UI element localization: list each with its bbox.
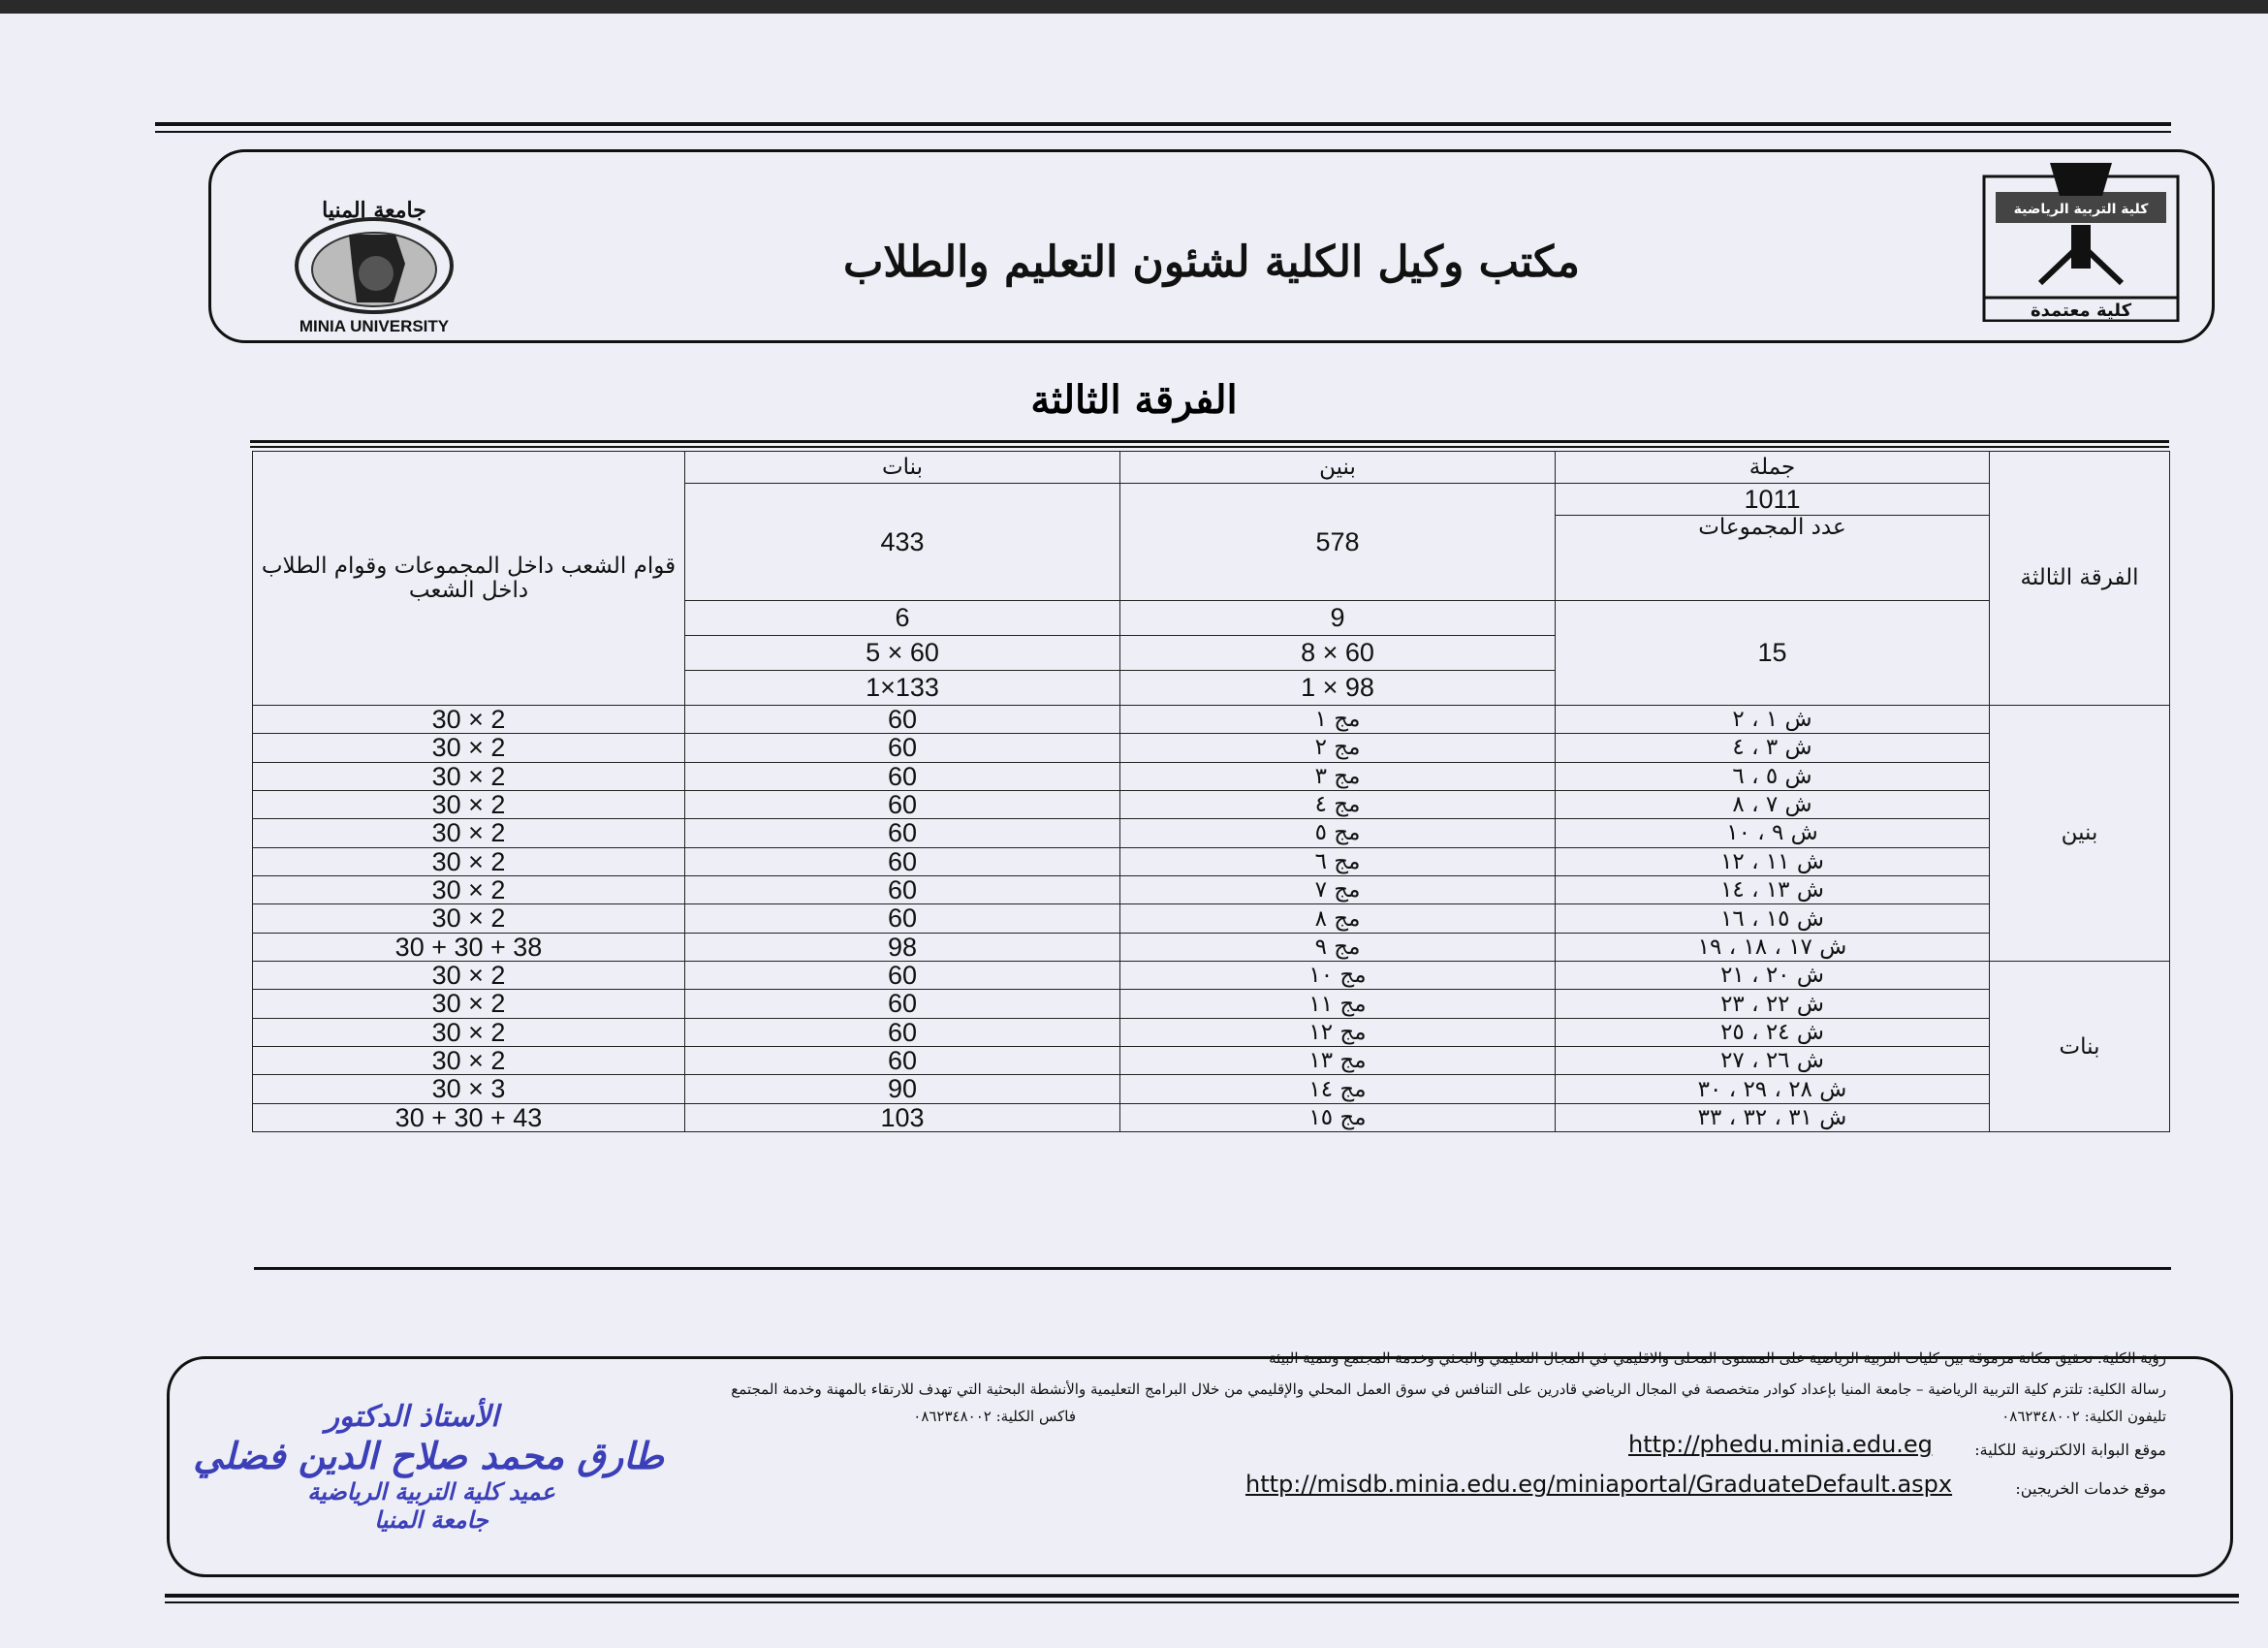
boys-label: بنين — [1990, 706, 2170, 962]
split-cell: 30 × 2 — [253, 1018, 685, 1046]
group-cell: مج ١٥ — [1120, 1103, 1556, 1131]
students-cell: 60 — [685, 762, 1120, 790]
svg-text:جامعة المنيا: جامعة المنيا — [322, 198, 426, 223]
sections-cell: ش ٢٨ ، ٢٩ ، ٣٠ — [1556, 1075, 1990, 1103]
total-groups: 15 — [1556, 601, 1990, 706]
split-cell: 30 × 2 — [253, 904, 685, 933]
split-cell: 30 × 3 — [253, 1075, 685, 1103]
students-cell: 60 — [685, 706, 1120, 734]
split-cell: 30 × 2 — [253, 990, 685, 1018]
sections-cell: ش ١٧ ، ١٨ ، ١٩ — [1556, 933, 1990, 961]
portal-link[interactable]: http://phedu.minia.edu.eg — [1628, 1431, 1933, 1458]
students-cell: 60 — [685, 1047, 1120, 1075]
section-rule-thin — [250, 446, 2169, 448]
students-cell: 60 — [685, 819, 1120, 847]
students-cell: 60 — [685, 1018, 1120, 1046]
table-row — [253, 1047, 2170, 1075]
students-cell: 98 — [685, 933, 1120, 961]
sections-cell: ش ٣١ ، ٣٢ ، ٣٣ — [1556, 1103, 1990, 1131]
sections-cell: ش ٢٤ ، ٢٥ — [1556, 1018, 1990, 1046]
table-row — [253, 1018, 2170, 1046]
sections-cell: ش ٩ ، ١٠ — [1556, 819, 1990, 847]
group-cell: مج ١٣ — [1120, 1047, 1556, 1075]
sections-cell: ش ٢٦ ، ٢٧ — [1556, 1047, 1990, 1075]
sections-cell: ش ١ ، ٢ — [1556, 706, 1990, 734]
group-cell: مج ٣ — [1120, 762, 1556, 790]
groups-count-label: عدد المجموعات — [1556, 516, 1990, 601]
table-row — [253, 706, 2170, 734]
university-logo — [260, 196, 492, 341]
group-cell: مج ٥ — [1120, 819, 1556, 847]
svg-text:كلية التربية الرياضية: كلية التربية الرياضية — [2013, 202, 2149, 217]
year-label: الفرقة الثالثة — [1990, 452, 2170, 706]
col-girls-header: بنات — [685, 452, 1120, 484]
students-cell: 90 — [685, 1075, 1120, 1103]
fax-text: فاكس الكلية: ٠٨٦٢٣٤٨٠٠٢ — [913, 1408, 1076, 1425]
sections-cell: ش ١١ ، ١٢ — [1556, 847, 1990, 875]
signature-role: عميد كلية التربية الرياضية — [307, 1477, 555, 1505]
svg-text:MINIA UNIVERSITY: MINIA UNIVERSITY — [299, 317, 450, 335]
girls-groups: 6 — [685, 601, 1120, 636]
vision-text: رؤية الكلية: تحقيق مكانة مرموقة بين كليات التربية الرياضية على المستوى المحلى والاقليمي في المجال التعليمي والبحثي وخدمة المجتمع وتنمية البيئة — [1269, 1349, 2166, 1367]
table-row — [253, 876, 2170, 904]
sections-cell: ش ١٣ ، ١٤ — [1556, 876, 1990, 904]
group-cell: مج ١ — [1120, 706, 1556, 734]
split-cell: 30 + 30 + 43 — [253, 1103, 685, 1131]
table-row — [253, 990, 2170, 1018]
group-cell: مج ١١ — [1120, 990, 1556, 1018]
table-bottom-rule — [254, 1267, 2171, 1270]
col-total-header: جملة — [1556, 452, 1990, 484]
students-cell: 60 — [685, 904, 1120, 933]
faculty-logo — [1982, 157, 2186, 322]
top-rule-thin — [155, 131, 2171, 133]
split-cell: 30 × 2 — [253, 762, 685, 790]
graduate-label: موقع خدمات الخريجين: — [2015, 1479, 2166, 1498]
sections-cell: ش ٢٠ ، ٢١ — [1556, 962, 1990, 990]
boys-rows — [253, 706, 2170, 962]
svg-text:كلية معتمدة: كلية معتمدة — [2030, 301, 2132, 321]
header-title: مكتب وكيل الكلية لشئون التعليم والطلاب — [843, 238, 1580, 287]
signature-title: الأستاذ الدكتور — [325, 1400, 499, 1434]
table-row — [253, 734, 2170, 762]
split-cell: 30 × 2 — [253, 876, 685, 904]
mission-text: رسالة الكلية: تلتزم كلية التربية الرياضية – جامعة المنيا بإعداد كوادر متخصصة في المجال الرياضي قادرين على التنافس في سوق العمل المحلي والإقليمي من خلال البرامج التعليمية والأنشطة البحثية التي تهدف للارتقاء بالمهنة وخدمة المجتمع — [731, 1380, 2166, 1398]
girls-rows — [253, 962, 2170, 1132]
sections-cell: ش ١٥ ، ١٦ — [1556, 904, 1990, 933]
section-title: الفرقة الثالثة — [1030, 377, 1238, 423]
bottom-rule — [165, 1594, 2239, 1598]
girls-count: 433 — [685, 484, 1120, 601]
bottom-rule-thin — [165, 1601, 2239, 1603]
group-cell: مج ١٠ — [1120, 962, 1556, 990]
girls-composition-1: 5 × 60 — [685, 636, 1120, 671]
total-value: 1011 — [1556, 484, 1990, 516]
split-cell: 30 × 2 — [253, 791, 685, 819]
students-cell: 60 — [685, 734, 1120, 762]
group-cell: مج ٦ — [1120, 847, 1556, 875]
signature-university: جامعة المنيا — [374, 1505, 488, 1534]
students-cell: 103 — [685, 1103, 1120, 1131]
phone-text: تليفون الكلية: ٠٨٦٢٣٤٨٠٠٢ — [2001, 1408, 2166, 1425]
table-row — [253, 1075, 2170, 1103]
students-cell: 60 — [685, 876, 1120, 904]
boys-composition-2: 1 × 98 — [1120, 671, 1556, 706]
graduate-link[interactable]: http://misdb.minia.edu.eg/miniaportal/GraduateDefault.aspx — [1245, 1471, 1953, 1498]
sections-cell: ش ٢٢ ، ٢٣ — [1556, 990, 1990, 1018]
group-cell: مج ٧ — [1120, 876, 1556, 904]
table-row — [253, 933, 2170, 961]
table-row — [253, 904, 2170, 933]
group-cell: مج ٤ — [1120, 791, 1556, 819]
group-cell: مج ٩ — [1120, 933, 1556, 961]
document-page — [0, 14, 2268, 1648]
group-cell: مج ٢ — [1120, 734, 1556, 762]
split-cell: 30 × 2 — [253, 962, 685, 990]
split-cell: 30 × 2 — [253, 1047, 685, 1075]
table-row — [253, 1103, 2170, 1131]
boys-count: 578 — [1120, 484, 1556, 601]
table-row — [253, 962, 2170, 990]
group-cell: مج ٨ — [1120, 904, 1556, 933]
split-cell: 30 + 30 + 38 — [253, 933, 685, 961]
signature-name: طارق محمد صلاح الدين فضلي — [193, 1434, 664, 1477]
dean-signature — [193, 1400, 664, 1574]
split-cell: 30 × 2 — [253, 734, 685, 762]
header-frame — [208, 149, 2215, 343]
section-rule — [250, 440, 2169, 443]
split-cell: 30 × 2 — [253, 706, 685, 734]
table-row — [253, 762, 2170, 790]
students-cell: 60 — [685, 847, 1120, 875]
girls-label: بنات — [1990, 962, 2170, 1132]
table-row — [253, 819, 2170, 847]
students-cell: 60 — [685, 990, 1120, 1018]
sections-cell: ش ٥ ، ٦ — [1556, 762, 1990, 790]
table-row — [253, 847, 2170, 875]
sections-note: قوام الشعب داخل المجموعات وقوام الطلاب داخل الشعب — [253, 452, 685, 706]
students-cell: 60 — [685, 791, 1120, 819]
table-row — [253, 791, 2170, 819]
boys-composition-1: 8 × 60 — [1120, 636, 1556, 671]
sections-cell: ش ٣ ، ٤ — [1556, 734, 1990, 762]
groups-table — [252, 451, 2170, 1132]
sections-cell: ش ٧ ، ٨ — [1556, 791, 1990, 819]
split-cell: 30 × 2 — [253, 819, 685, 847]
portal-label: موقع البوابة الالكترونية للكلية: — [1974, 1441, 2166, 1459]
col-boys-header: بنين — [1120, 452, 1556, 484]
boys-groups: 9 — [1120, 601, 1556, 636]
group-cell: مج ١٤ — [1120, 1075, 1556, 1103]
students-cell: 60 — [685, 962, 1120, 990]
top-rule — [155, 122, 2171, 126]
split-cell: 30 × 2 — [253, 847, 685, 875]
girls-composition-2: 1×133 — [685, 671, 1120, 706]
group-cell: مج ١٢ — [1120, 1018, 1556, 1046]
